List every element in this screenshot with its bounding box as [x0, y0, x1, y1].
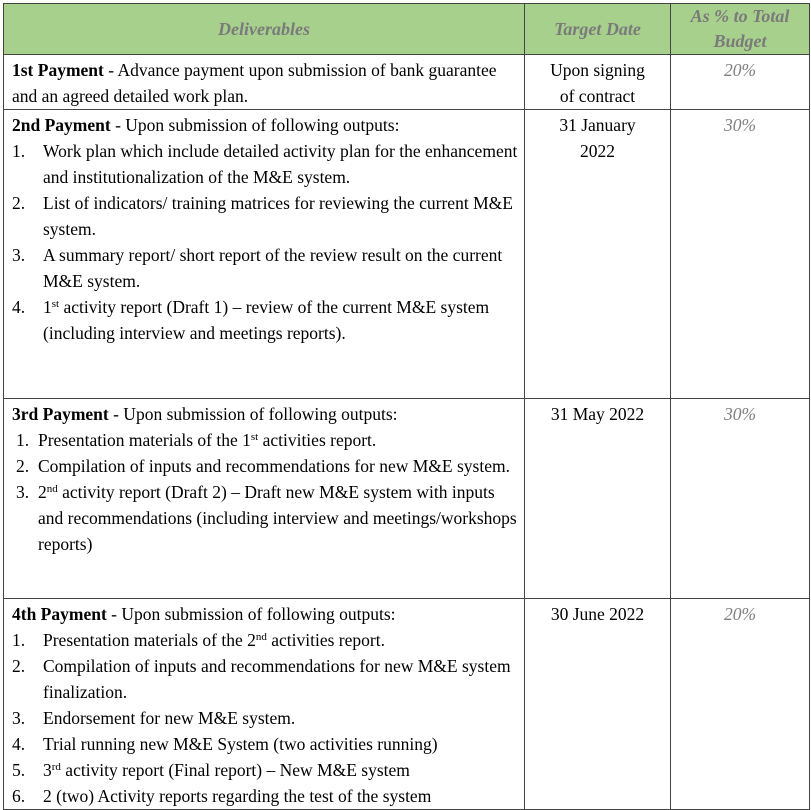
payment-row-1: [4, 55, 810, 110]
budget-pct-cell: 30%: [671, 399, 810, 599]
list-item: 3. Endorsement for new M&E system.: [12, 708, 296, 728]
payment-row-3: [4, 399, 810, 599]
list-item: 6. 2 (two) Activity reports regarding the test of the system: [12, 786, 432, 806]
target-date-cell: 31 January 2022: [525, 110, 671, 399]
target-date-cell: 30 June 2022: [525, 599, 671, 810]
list-item: 1. Presentation materials of the 2nd activities report.: [12, 630, 385, 650]
payment-desc: - Upon submission of following outputs:: [110, 115, 400, 135]
header-deliverables: Deliverables: [4, 4, 525, 55]
target-date-cell: Upon signing of contract: [525, 55, 671, 110]
budget-pct-cell: 30%: [671, 110, 810, 399]
list-item: 5. 3rd activity report (Final report) – New M&E system: [12, 760, 410, 780]
payment-title: 2nd Payment: [12, 115, 111, 135]
deliverable-cell: [4, 599, 525, 810]
list-item: 1. Work plan which include detailed activity plan for the enhancement and institutionalization of the M&E system.: [12, 141, 518, 187]
header-row: [4, 4, 810, 55]
budget-pct-cell: 20%: [671, 55, 810, 110]
deliverable-cell: [4, 399, 525, 599]
header-target-date: Target Date: [525, 4, 671, 55]
target-date-cell: 31 May 2022: [525, 399, 671, 599]
payment-row-4: [4, 599, 810, 810]
payment-title: 1st Payment: [12, 60, 104, 80]
list-item: 3. A summary report/ short report of the review result on the current M&E system.: [12, 245, 503, 291]
list-item: 2. Compilation of inputs and recommendations for new M&E system.: [16, 456, 510, 476]
payment-title: 4th Payment: [12, 604, 107, 624]
list-item: 4. Trial running new M&E System (two activities running): [12, 734, 438, 754]
list-item: 2. List of indicators/ training matrices for reviewing the current M&E system.: [12, 193, 513, 239]
list-item: 3. 2nd activity report (Draft 2) – Draft new M&E system with inputs and recommendations (including interview and meetings/workshops reports): [16, 482, 517, 554]
payment-title: 3rd Payment: [12, 404, 109, 424]
deliverable-cell: [4, 110, 525, 399]
payment-desc: - Advance payment upon submission of bank guarantee and an agreed detailed work plan.: [12, 60, 497, 106]
payment-desc: - Upon submission of following outputs:: [106, 604, 396, 624]
payment-desc: - Upon submission of following outputs:: [108, 404, 398, 424]
output-list: [12, 627, 520, 809]
list-item: 1. Presentation materials of the 1st activities report.: [16, 430, 377, 450]
deliverable-cell: [4, 55, 525, 110]
list-item: 4. 1st activity report (Draft 1) – review of the current M&E system (including interview and meetings reports).: [12, 297, 490, 343]
header-budget: As % to Total Budget: [671, 4, 810, 55]
list-item: 2. Compilation of inputs and recommendations for new M&E system finalization.: [12, 656, 511, 702]
payment-row-2: [4, 110, 810, 399]
budget-pct-cell: 20%: [671, 599, 810, 810]
output-list: [12, 427, 520, 557]
output-list: [12, 138, 520, 346]
deliverables-table: [3, 3, 810, 810]
